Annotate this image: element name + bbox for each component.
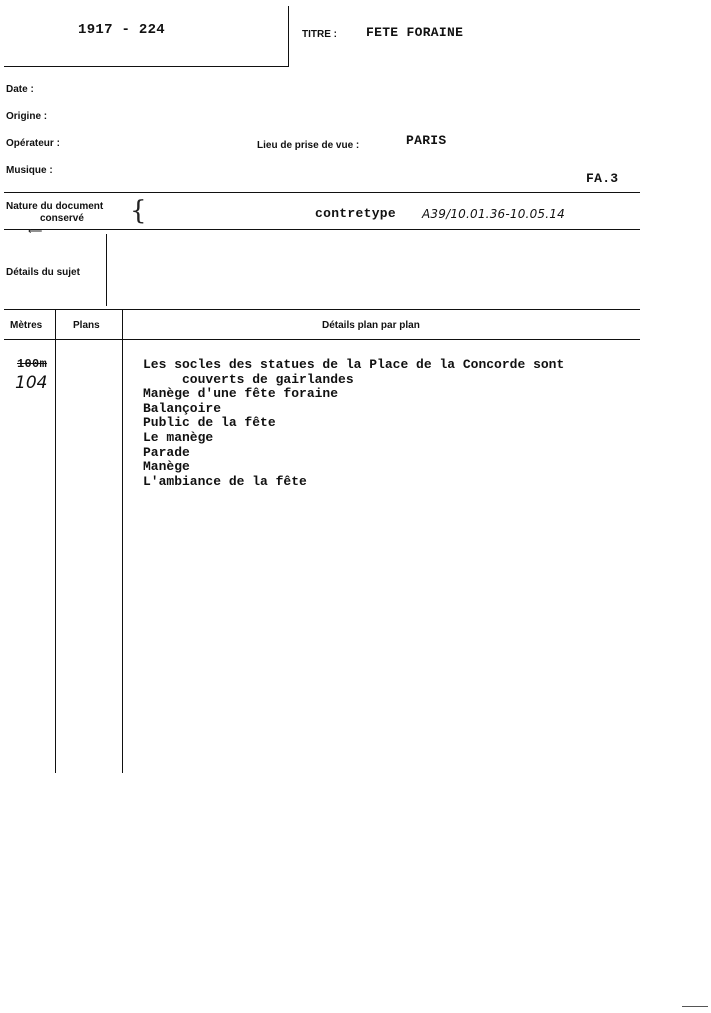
details-sujet-label: Détails du sujet <box>6 267 80 278</box>
shot-line: Balançoire <box>143 400 222 416</box>
table-col-divider-2 <box>122 309 123 773</box>
date-label: Date : <box>6 84 34 95</box>
nature-label-line2: conservé <box>40 213 84 224</box>
table-col-divider-1 <box>55 309 56 773</box>
nature-handwritten-ref: A39/10.01.36-10.05.14 <box>422 207 565 221</box>
nature-label <box>6 201 103 225</box>
table-top-rule <box>4 309 640 310</box>
operateur-label: Opérateur : <box>6 138 60 149</box>
nature-brace: { <box>130 196 147 226</box>
details-sujet-bracket <box>106 234 107 306</box>
shot-line: Parade <box>143 444 190 460</box>
table-header-rule <box>4 339 640 340</box>
shot-line: Le manège <box>143 429 214 445</box>
col-header-details: Détails plan par plan <box>322 320 420 331</box>
metres-corrected-value: 104 <box>15 373 48 393</box>
lieu-value: PARIS <box>406 133 447 148</box>
reference-number: 1917 - 224 <box>78 22 166 38</box>
lieu-label: Lieu de prise de vue : <box>257 140 360 151</box>
rule-above-nature <box>4 192 640 193</box>
metres-struck-value: 100m <box>17 357 48 371</box>
small-arrow-mark: ⟵ <box>28 226 43 237</box>
shot-line: L'ambiance de la fête <box>143 473 307 489</box>
musique-label: Musique : <box>6 165 53 176</box>
shot-line: Les socles des statues de la Place de la Concorde sont <box>143 357 565 372</box>
shot-line: Manège d'une fête foraine <box>143 386 339 402</box>
document-code: FA.3 <box>586 171 619 186</box>
shot-line: Public de la fête <box>143 415 276 431</box>
rule-below-nature <box>4 229 640 230</box>
header-bottom-rule <box>4 66 289 67</box>
col-header-metres: Mètres <box>10 320 43 331</box>
origine-label: Origine : <box>6 111 48 122</box>
shot-list <box>143 358 564 489</box>
page-corner-mark <box>682 1006 708 1007</box>
title-value: FETE FORAINE <box>366 25 464 40</box>
nature-value: contretype <box>315 206 397 221</box>
nature-label-line1: Nature du document <box>6 201 104 212</box>
col-header-plans: Plans <box>73 320 100 331</box>
header-divider <box>288 6 289 67</box>
shot-line: Manège <box>143 459 190 475</box>
shot-line: couverts de gairlandes <box>143 371 354 387</box>
title-label: TITRE : <box>302 29 337 40</box>
